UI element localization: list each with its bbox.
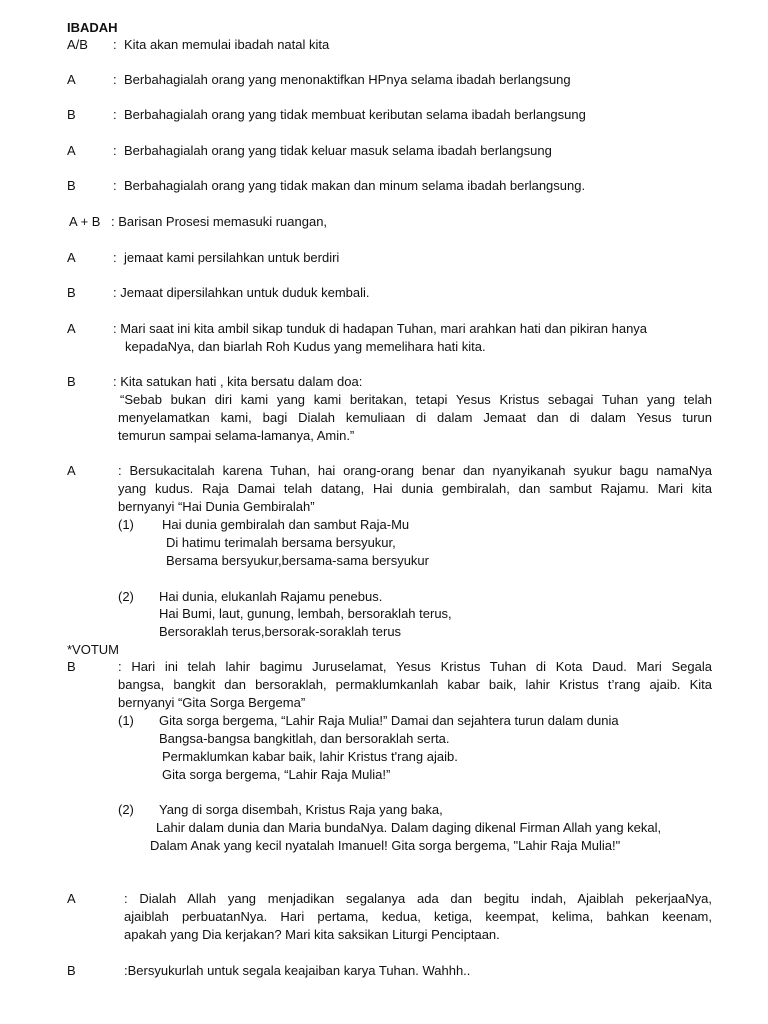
colon: : — [113, 72, 117, 87]
speaker-label: A/B — [67, 37, 88, 52]
song-line: Bersoraklah terus,bersorak-soraklah terus — [159, 624, 402, 639]
colon: : — [113, 107, 117, 122]
song-line: Hai dunia, elukanlah Rajamu penebus. — [159, 589, 383, 604]
speaker-label: A — [67, 143, 76, 158]
speaker-label: B — [67, 285, 76, 300]
liturgy-line: Berbahagialah orang yang menonaktifkan HPnya selama ibadah berlangsung — [124, 72, 571, 87]
speaker-label: B — [67, 178, 76, 193]
liturgy-line: : Jemaat dipersilahkan untuk duduk kembali. — [113, 285, 370, 300]
song-line: Permaklumkan kabar baik, lahir Kristus t'rang ajaib. — [162, 749, 458, 764]
prayer-line: temurun sampai selama-lamanya, Amin.” — [118, 428, 355, 443]
liturgy-line: Kita akan memulai ibadah natal kita — [124, 37, 330, 52]
liturgy-line: :Bersyukurlah untuk segala keajaiban karya Tuhan. Wahhh.. — [124, 963, 471, 978]
liturgy-line: bernyanyi “Gita Sorga Bergema” — [118, 695, 306, 710]
speaker-label: A — [67, 891, 76, 906]
song-line: Bangsa-bangsa bangkitlah, dan bersoraklah serta. — [159, 731, 450, 746]
prayer-line: menyelamatkan kami, bagi Dialah kemuliaan di dalam Jemaat dan di dalam Yesus turun — [118, 410, 712, 425]
song-line: Hai dunia gembiralah dan sambut Raja-Mu — [162, 517, 410, 532]
speaker-label: A + B — [69, 214, 101, 229]
liturgy-line: yang kudus. Raja Damai telah datang, Hai dunia gembiralah, dan sambut Rajamu. Mari kita — [118, 481, 712, 496]
song-line: Bersama bersyukur,bersama-sama bersyukur — [166, 553, 429, 568]
liturgy-line: bangsa, bangkit dan bersoraklah, permaklumkanlah kabar baik, lahir Kristus t’rang ajaib. Kita — [118, 677, 712, 692]
song-line: Hai Bumi, laut, gunung, lembah, bersoraklah terus, — [159, 606, 452, 621]
verse-number: (2) — [118, 802, 134, 817]
speaker-label: B — [67, 374, 76, 389]
verse-number: (1) — [118, 517, 134, 532]
liturgy-line: : Kita satukan hati , kita bersatu dalam doa: — [113, 374, 363, 389]
speaker-label: B — [67, 963, 76, 978]
verse-number: (2) — [118, 589, 134, 604]
prayer-line: “Sebab bukan diri kami yang kami beritakan, tetapi Yesus Kristus sebagai Tuhan yang telah — [120, 392, 712, 407]
song-line: Lahir dalam dunia dan Maria bundaNya. Dalam daging dikenal Firman Allah yang kekal, — [156, 820, 662, 835]
song-line: Gita sorga bergema, “Lahir Raja Mulia!” Damai dan sejahtera turun dalam dunia — [159, 713, 619, 728]
liturgy-line: : Dialah Allah yang menjadikan segalanya ada dan begitu indah, Ajaiblah pekerjaaNya, — [124, 891, 712, 906]
speaker-label: A — [67, 72, 76, 87]
song-line: Di hatimu terimalah bersama bersyukur, — [166, 535, 396, 550]
liturgy-line: apakah yang Dia kerjakan? Mari kita saksikan Liturgi Penciptaan. — [124, 927, 500, 942]
speaker-label: A — [67, 250, 76, 265]
liturgy-line: : Hari ini telah lahir bagimu Juruselamat, Yesus Kristus Tuhan di Kota Daud. Mari Segala — [118, 659, 712, 674]
liturgy-line: : Barisan Prosesi memasuki ruangan, — [111, 214, 328, 229]
colon: : — [113, 143, 117, 158]
liturgy-line: Berbahagialah orang yang tidak keluar masuk selama ibadah berlangsung — [124, 143, 552, 158]
verse-number: (1) — [118, 713, 134, 728]
liturgy-line: Berbahagialah orang yang tidak membuat keributan selama ibadah berlangsung — [124, 107, 586, 122]
colon: : — [113, 250, 117, 265]
song-line: Yang di sorga disembah, Kristus Raja yang baka, — [159, 802, 443, 817]
votum-heading: *VOTUM — [67, 642, 119, 657]
song-line: Gita sorga bergema, “Lahir Raja Mulia!” — [162, 767, 391, 782]
liturgy-line: jemaat kami persilahkan untuk berdiri — [124, 250, 340, 265]
liturgy-line: ajaiblah perbuatanNya. Hari pertama, kedua, ketiga, keempat, kelima, bahkan keenam, — [124, 909, 712, 924]
speaker-label: B — [67, 107, 76, 122]
liturgy-line: bernyanyi “Hai Dunia Gembiralah” — [118, 499, 315, 514]
colon: : — [113, 37, 117, 52]
liturgy-line: kepadaNya, dan biarlah Roh Kudus yang memelihara hati kita. — [125, 339, 486, 354]
song-line: Dalam Anak yang kecil nyatalah Imanuel! Gita sorga bergema, "Lahir Raja Mulia!" — [150, 838, 621, 853]
speaker-label: B — [67, 659, 76, 674]
colon: : — [113, 178, 117, 193]
speaker-label: A — [67, 463, 76, 478]
liturgy-line: Berbahagialah orang yang tidak makan dan minum selama ibadah berlangsung. — [124, 178, 586, 193]
speaker-label: A — [67, 321, 76, 336]
liturgy-line: : Bersukacitalah karena Tuhan, hai orang-orang benar dan nyanyikanah syukur bagu namaNya — [118, 463, 712, 478]
liturgy-line: : Mari saat ini kita ambil sikap tunduk di hadapan Tuhan, mari arahkan hati dan pikiran hanya — [113, 321, 648, 336]
document-title: IBADAH — [67, 20, 118, 35]
